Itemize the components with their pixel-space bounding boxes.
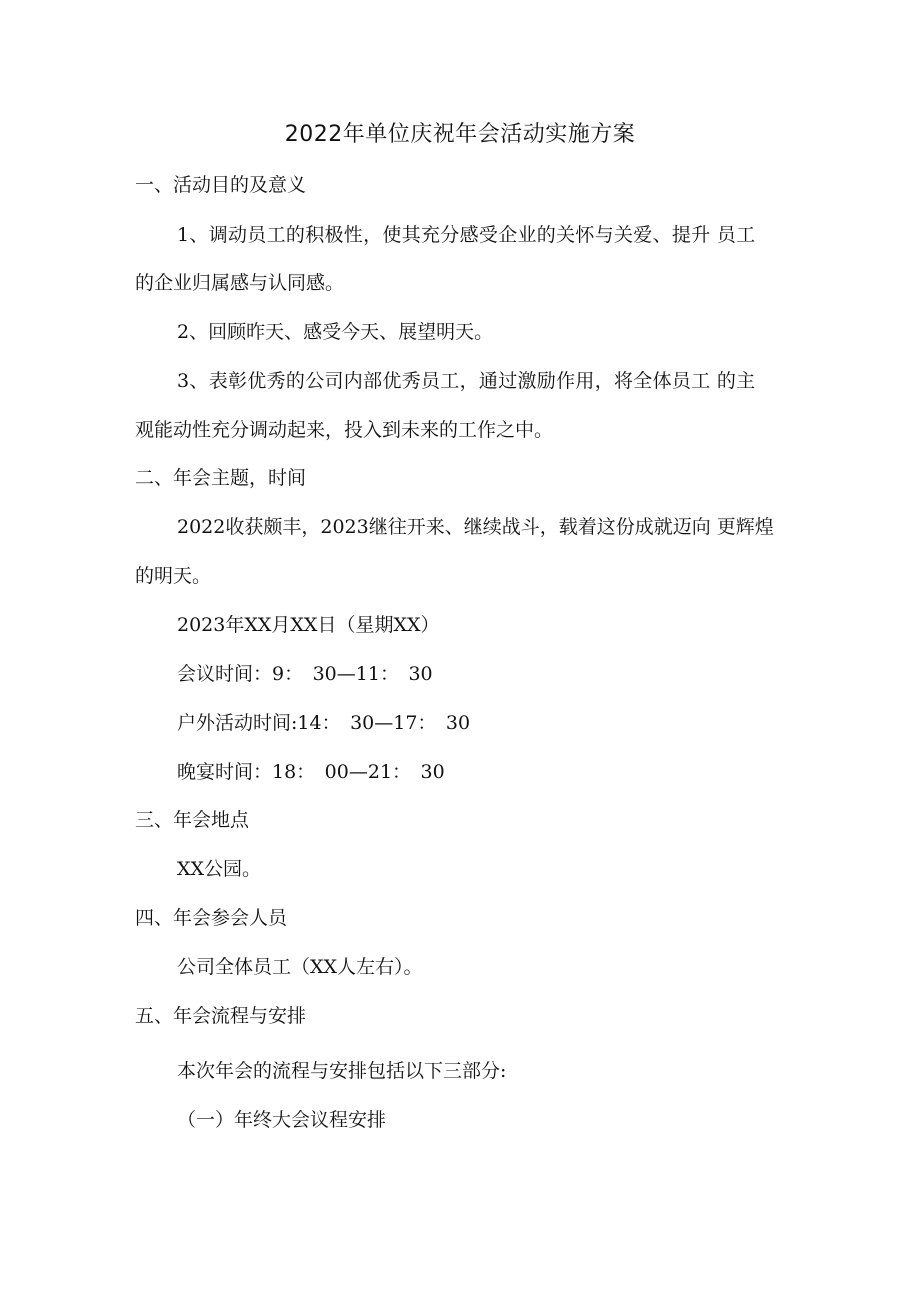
paragraph-line: 1、调动员工的积极性，使其充分感受企业的关怀与关爱、提升 员工 xyxy=(177,224,756,246)
document-title: 2022年单位庆祝年会活动实施方案 xyxy=(284,122,636,147)
banquet-time: 晚宴时间：18： 00—21： 30 xyxy=(177,761,445,783)
outdoor-activity-time: 户外活动时间:14： 30—17： 30 xyxy=(177,712,471,734)
paragraph-line: 2、回顾昨天、感受今天、展望明天。 xyxy=(177,321,494,343)
paragraph-line: 的明天。 xyxy=(135,565,212,587)
section-heading-theme-time: 二、年会主题，时间 xyxy=(135,467,307,489)
subsection-heading: （一）年终大会议程安排 xyxy=(177,1109,387,1131)
section-heading-venue: 三、年会地点 xyxy=(135,809,250,831)
attendees: 公司全体员工（XX人左右）。 xyxy=(177,956,423,978)
event-date: 2023年XX月XX日（星期XX） xyxy=(177,614,440,636)
paragraph-line: 3、表彰优秀的公司内部优秀员工，通过激励作用，将全体员工 的主 xyxy=(177,370,756,392)
paragraph-line: 2022收获颇丰，2023继往开来、继续战斗，载着这份成就迈向 更辉煌 xyxy=(177,516,774,538)
paragraph-line: 的企业归属感与认同感。 xyxy=(135,272,345,294)
section-heading-agenda: 五、年会流程与安排 xyxy=(135,1005,307,1027)
paragraph-line: 本次年会的流程与安排包括以下三部分: xyxy=(177,1060,507,1082)
section-heading-purpose: 一、活动目的及意义 xyxy=(135,174,307,196)
paragraph-line: 观能动性充分调动起来，投入到未来的工作之中。 xyxy=(135,419,554,441)
venue: XX公园。 xyxy=(177,858,262,880)
section-heading-attendees: 四、年会参会人员 xyxy=(135,907,288,929)
meeting-time: 会议时间：9： 30—11： 30 xyxy=(177,663,433,685)
